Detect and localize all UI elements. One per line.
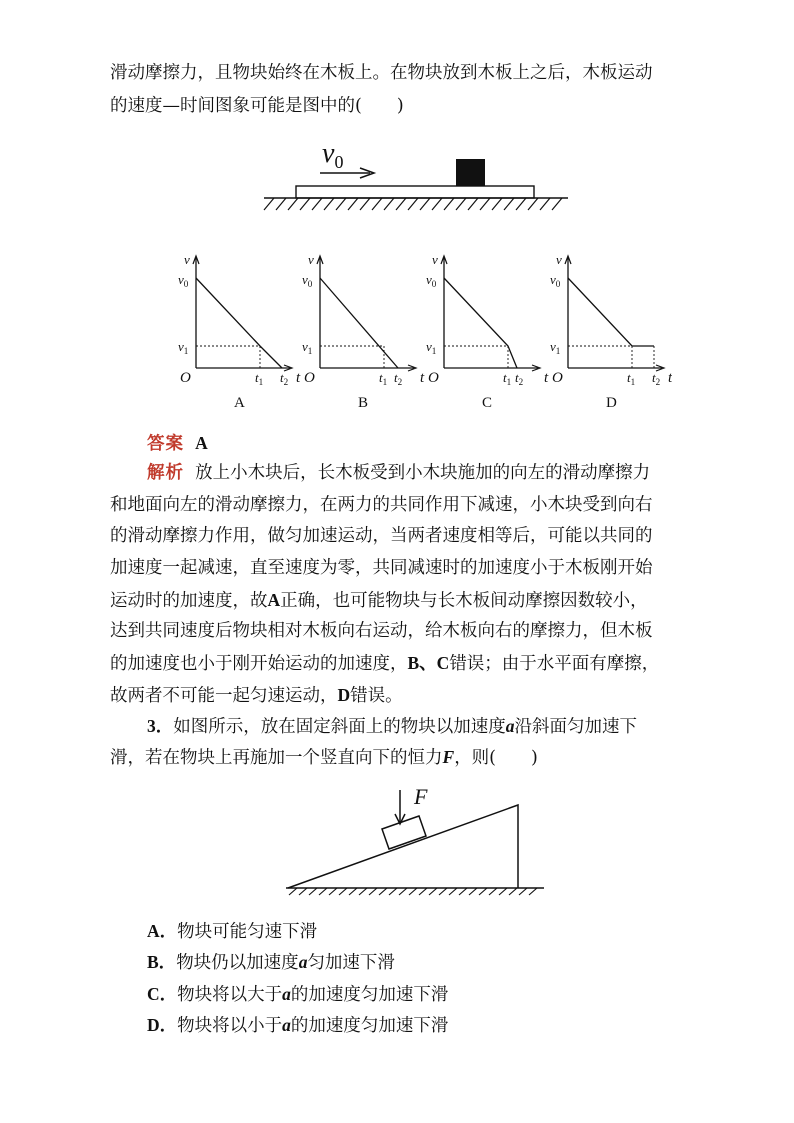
- analysis-line-4: 加速度一起减速，直至速度为零，共同减速时的加速度小于木板刚开始: [110, 558, 653, 578]
- svg-text:t1: $t_1$: [627, 370, 636, 387]
- svg-text:t2: $t_2$: [280, 370, 289, 387]
- svg-text:v0: $v_0$: [550, 272, 561, 289]
- vt-graphs-figure: [172, 242, 672, 422]
- analysis-line-5: 运动时的加速度，故A正确，也可能物块与长木板间动摩擦因数较小，: [110, 590, 648, 611]
- svg-text:v0: $v_0$: [178, 272, 189, 289]
- force-label: F: [414, 784, 428, 809]
- intro-line-1: 滑动摩擦力，且物块始终在木板上。在物块放到木板上之后，木板运动: [110, 63, 653, 83]
- svg-text:t2: $t_2$: [652, 370, 661, 387]
- svg-text:t2: $t_2$: [515, 370, 524, 387]
- board-on-ground-figure: [238, 128, 588, 230]
- svg-text:v0: $v_0$: [426, 272, 437, 289]
- analysis-line-3: 的滑动摩擦力作用，做匀加速运动，当两者速度相等后，可能以共同的: [110, 526, 653, 546]
- analysis-label: 解析: [147, 463, 184, 483]
- graph-caption: C: [482, 395, 493, 411]
- answer-line: [147, 432, 208, 455]
- question-3-line-1: 3．如图所示，放在固定斜面上的物块以加速度a沿斜面匀加速下: [147, 716, 637, 737]
- svg-text:t1: $t_1$: [379, 370, 388, 387]
- svg-text:v: v: [184, 252, 190, 267]
- analysis-line-1: 解析 放上小木块后，长木板受到小木块施加的向左的滑动摩擦力: [147, 463, 651, 483]
- svg-text:v1: $v_1$: [426, 339, 437, 356]
- svg-text:t2: $t_2$: [394, 370, 403, 387]
- svg-text:v1: $v_1$: [302, 339, 313, 356]
- block: [456, 159, 485, 186]
- option-d[interactable]: D．物块将以小于a的加速度匀加速下滑: [147, 1015, 449, 1036]
- option-b[interactable]: B．物块仍以加速度a匀加速下滑: [147, 952, 395, 973]
- incline-figure: [278, 774, 560, 896]
- svg-text:O: O: [180, 370, 191, 386]
- graph-caption: A: [234, 395, 245, 411]
- analysis-line-7: 的加速度也小于刚开始运动的加速度，B、C错误；由于水平面有摩擦，: [110, 653, 660, 674]
- svg-text:t1: $t_1$: [255, 370, 264, 387]
- option-c[interactable]: C．物块将以大于a的加速度匀加速下滑: [147, 984, 449, 1005]
- svg-text:O: O: [552, 370, 563, 386]
- long-board: [296, 186, 534, 198]
- svg-text:O: O: [304, 370, 315, 386]
- option-a[interactable]: A．物块可能匀速下滑: [147, 921, 318, 942]
- svg-text:O: O: [428, 370, 439, 386]
- svg-text:t1: $t_1$: [503, 370, 512, 387]
- svg-text:v: v: [556, 252, 562, 267]
- graph-caption: D: [606, 395, 617, 411]
- svg-text:v: v: [308, 252, 314, 267]
- graph-caption: B: [358, 395, 369, 411]
- svg-text:v1: $v_1$: [178, 339, 189, 356]
- svg-text:v1: $v_1$: [550, 339, 561, 356]
- answer-value: A: [195, 433, 208, 453]
- analysis-line-6: 达到共同速度后物块相对木板向右运动，给木板向右的摩擦力，但木板: [110, 621, 653, 641]
- svg-text:t: t: [544, 370, 549, 386]
- svg-text:t: t: [668, 370, 672, 386]
- svg-text:v0: $v_0$: [302, 272, 313, 289]
- svg-text:t: t: [296, 370, 301, 386]
- answer-label: 答案: [147, 434, 184, 454]
- svg-text:t: t: [420, 370, 425, 386]
- analysis-line-8: 故两者不可能一起匀速运动，D错误。: [110, 685, 403, 706]
- question-number: 3．: [147, 716, 174, 736]
- svg-text:v: v: [432, 252, 438, 267]
- v0-label: $v_0$: [322, 138, 344, 172]
- question-3-line-2: 滑，若在物块上再施加一个竖直向下的恒力F，则( ): [110, 747, 538, 768]
- analysis-line-2: 和地面向左的滑动摩擦力，在两力的共同作用下减速，小木块受到向右: [110, 495, 653, 515]
- intro-line-2: 的速度—时间图象可能是图中的( ): [110, 96, 404, 116]
